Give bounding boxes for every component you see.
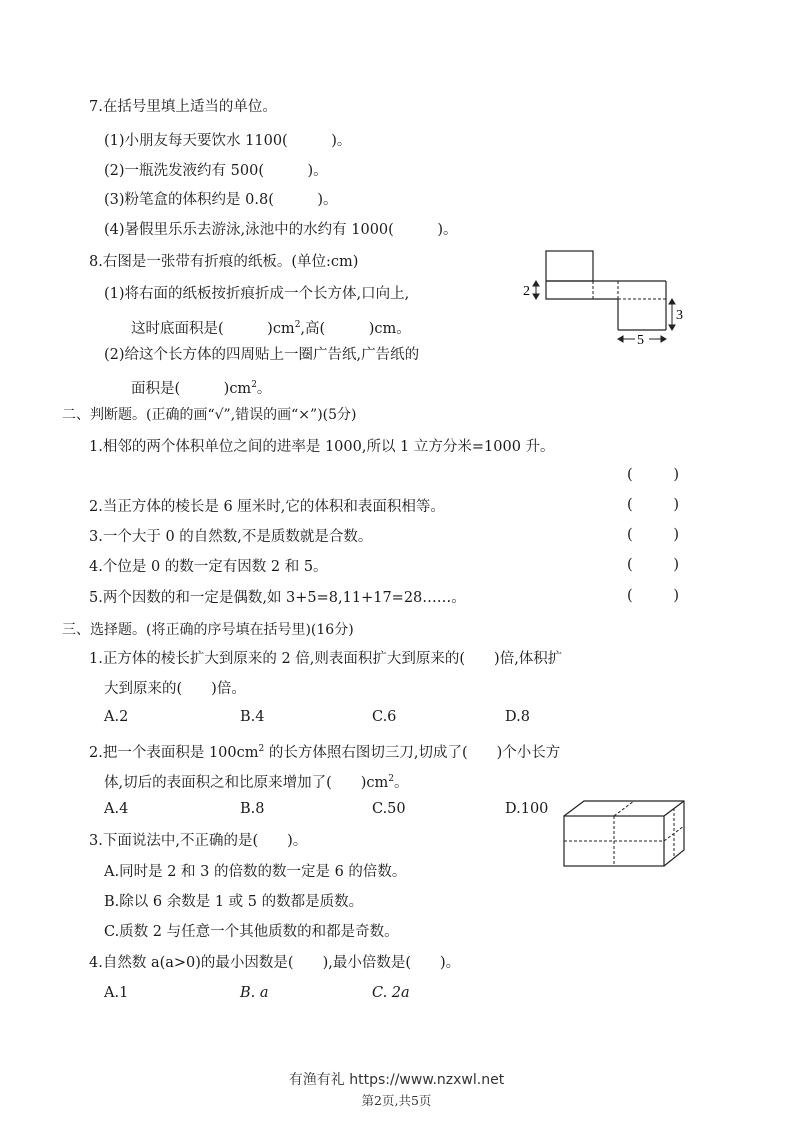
judge-item-4: 4.个位是 0 的数一定有因数 2 和 5。	[89, 559, 328, 575]
net-label-right: 3	[676, 308, 683, 323]
q8-part2-line1: (2)给这个长方体的四周贴上一圈广告纸,广告纸的	[104, 347, 420, 363]
q8-title: 8.右图是一张带有折痕的纸板。(单位:cm)	[89, 254, 359, 270]
choice-q4-option-c[interactable]: C. 2a	[372, 985, 410, 1001]
choice-q1-option-b[interactable]: B.4	[240, 709, 265, 725]
q7-item-1: (1)小朋友每天要饮水 1100( )。	[104, 133, 352, 149]
q7-item-4: (4)暑假里乐乐去游泳,泳池中的水约有 1000( )。	[104, 222, 458, 238]
judge-item-3: 3.一个大于 0 的自然数,不是质数就是合数。	[89, 529, 373, 545]
footer-page-number: 第2页,共5页	[361, 1093, 432, 1108]
judge-item-5: 5.两个因数的和一定是偶数,如 3+5=8,11+17=28……。	[89, 590, 466, 606]
choice-q2-option-a[interactable]: A.4	[104, 801, 129, 817]
choice-q3-option-a[interactable]: A.同时是 2 和 3 的倍数的数一定是 6 的倍数。	[104, 864, 407, 880]
choice-q2-line1: 2.把一个表面积是 $100cm^2$ 的长方体照右图切三刀,切成了( )个小长方	[89, 744, 561, 761]
choice-q3-option-b[interactable]: B.除以 6 余数是 1 或 5 的数都是质数。	[104, 894, 364, 910]
judge-answer-2[interactable]: ( )	[627, 497, 679, 513]
judge-item-2: 2.当正方体的棱长是 6 厘米时,它的体积和表面积相等。	[89, 499, 445, 515]
q8-part1-line2: 这时底面积是( )$cm^2$,高( )cm。	[131, 320, 411, 337]
choice-q1-option-d[interactable]: D.8	[505, 709, 530, 725]
choice-q2-line2: 体,切后的表面积之和比原来增加了( )$cm^2$。	[104, 774, 409, 791]
choice-q3-title: 3.下面说法中,不正确的是( )。	[89, 833, 308, 849]
q8-part2-line2: 面积是( )$cm^2$。	[131, 380, 272, 397]
choice-q4-title: 4.自然数 a(a>0)的最小因数是( ),最小倍数是( )。	[89, 955, 461, 971]
judge-item-1: 1.相邻的两个体积单位之间的进率是 1000,所以 1 立方分米=1000 升。	[89, 439, 555, 455]
choice-q2-option-b[interactable]: B.8	[240, 801, 265, 817]
choice-q4-option-a[interactable]: A.1	[104, 985, 129, 1001]
choice-q1-line2: 大到原来的( )倍。	[104, 681, 246, 697]
net-top-flap	[546, 251, 593, 281]
judge-answer-5[interactable]: ( )	[627, 588, 679, 604]
section3-title: 三、选择题。(将正确的序号填在括号里)(16分)	[62, 622, 354, 638]
net-label-left: 2	[523, 284, 530, 299]
q7-item-2: (2)一瓶洗发液约有 500( )。	[104, 163, 328, 179]
choice-q1-option-c[interactable]: C.6	[372, 709, 397, 725]
q7-item-3: (3)粉笔盒的体积约是 0.8( )。	[104, 192, 338, 208]
footer-site[interactable]: 有渔有礼 https://www.nzxwl.net	[288, 1072, 505, 1088]
choice-q1-option-a[interactable]: A.2	[104, 709, 129, 725]
choice-q2-option-c[interactable]: C.50	[372, 801, 406, 817]
cuboid-cut-figure	[560, 798, 690, 870]
choice-q3-option-c[interactable]: C.质数 2 与任意一个其他质数的和都是奇数。	[104, 924, 399, 940]
judge-answer-4[interactable]: ( )	[627, 557, 679, 573]
q8-part1-line1: (1)将右面的纸板按折痕折成一个长方体,口向上,	[104, 286, 410, 302]
q7-title: 7.在括号里填上适当的单位。	[89, 99, 277, 115]
judge-answer-1[interactable]: ( )	[627, 467, 679, 483]
section2-title: 二、判断题。(正确的画“√”,错误的画“×”)(5分)	[62, 407, 357, 423]
net-label-bottom: 5	[637, 333, 644, 348]
judge-answer-3[interactable]: ( )	[627, 527, 679, 543]
choice-q4-option-b[interactable]: B. a	[240, 985, 269, 1001]
choice-q2-option-d[interactable]: D.100	[505, 801, 549, 817]
choice-q1-line1: 1.正方体的棱长扩大到原来的 2 倍,则表面积扩大到原来的( )倍,体积扩	[89, 651, 563, 667]
q8-net-figure	[520, 248, 690, 348]
